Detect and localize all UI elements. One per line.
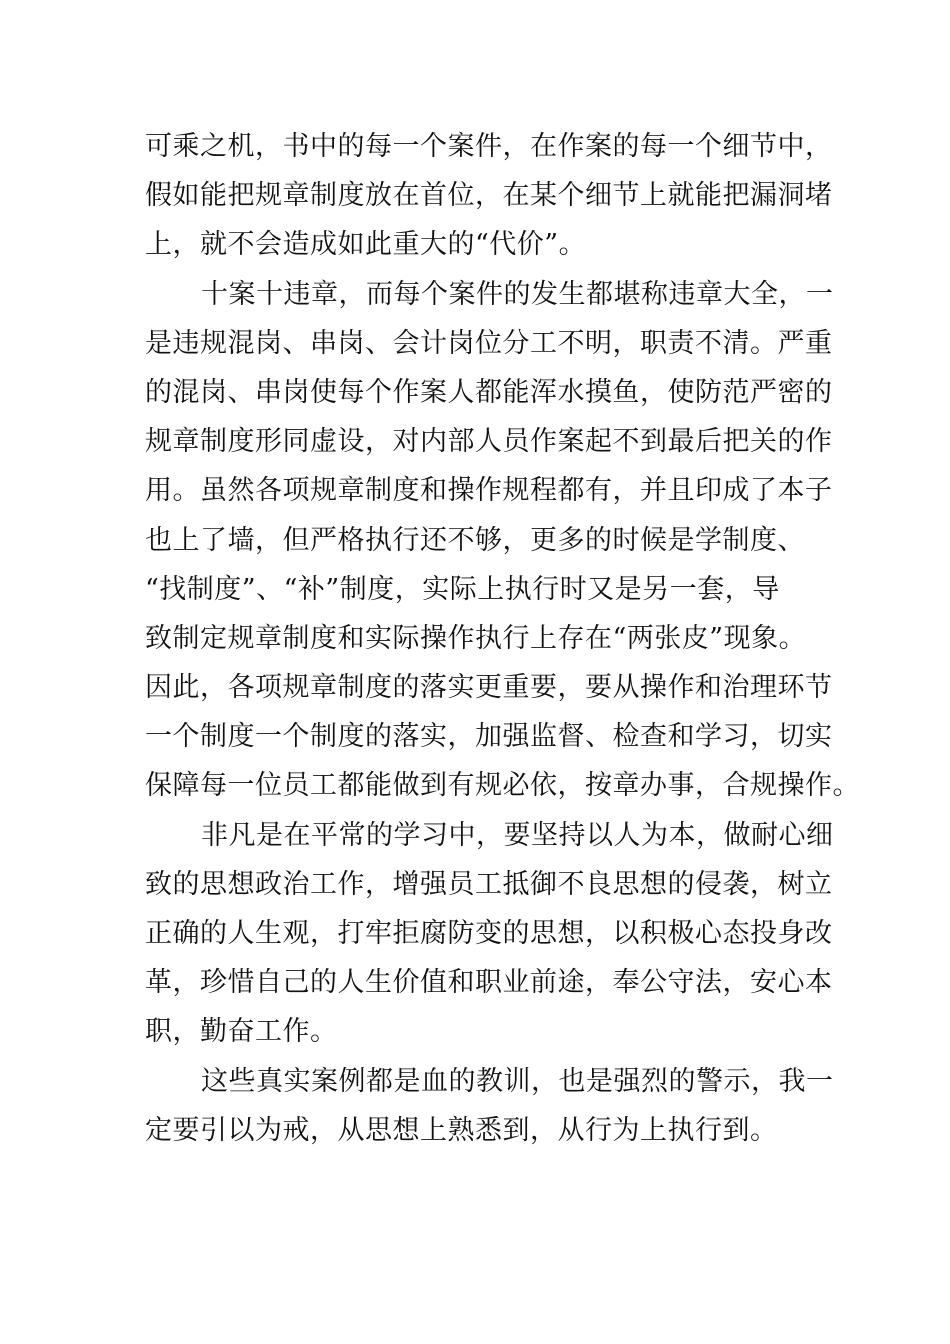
text-line: 的混岗、串岗使每个作案人都能浑水摸鱼，使防范严密的 bbox=[145, 376, 833, 408]
text-line: 用。虽然各项规章制度和操作规程都有，并且印成了本子 bbox=[145, 475, 833, 507]
text-line: 一个制度一个制度的落实，加强监督、检查和学习，切实 bbox=[145, 721, 833, 753]
text-line: 是违规混岗、串岗、会计岗位分工不明，职责不清。严重 bbox=[145, 327, 833, 359]
text-line: 致制定规章制度和实际操作执行上存在“两张皮”现象。 bbox=[145, 622, 807, 654]
text-line: 假如能把规章制度放在首位，在某个细节上就能把漏洞堵 bbox=[145, 180, 833, 212]
text-line: 上，就不会造成如此重大的“代价”。 bbox=[145, 229, 587, 261]
paragraph-first-line: 非凡是在平常的学习中，要坚持以人为本，做耐心细 bbox=[201, 819, 834, 851]
text-line: 正确的人生观，打牢拒腐防变的思想，以积极心态投身改 bbox=[145, 918, 833, 949]
paragraph-first-line: 十案十违章，而每个案件的发生都堪称违章大全，一 bbox=[201, 278, 834, 310]
text-line: 规章制度形同虚设，对内部人员作案起不到最后把关的作 bbox=[145, 426, 833, 458]
text-line: 致的思想政治工作，增强员工抵御不良思想的侵袭，树立 bbox=[145, 868, 833, 900]
text-line: 革，珍惜自己的人生价值和职业前途，奉公守法，安心本 bbox=[145, 967, 833, 999]
text-line: “找制度”、“补”制度，实际上执行时又是另一套，导 bbox=[145, 573, 780, 605]
paragraph-first-line: 这些真实案例都是血的教训，也是强烈的警示，我一 bbox=[201, 1065, 834, 1097]
text-line: 保障每一位员工都能做到有规必依，按章办事，合规操作。 bbox=[145, 770, 860, 802]
document-body bbox=[145, 122, 860, 1155]
text-line: 可乘之机，书中的每一个案件，在作案的每一个细节中， bbox=[145, 131, 833, 162]
text-line: 职，勤奋工作。 bbox=[145, 1016, 338, 1048]
text-line: 也上了墙，但严格执行还不够，更多的时候是学制度、 bbox=[145, 524, 805, 556]
text-line: 因此，各项规章制度的落实更重要，要从操作和治理环节 bbox=[145, 672, 833, 704]
text-line: 定要引以为戒，从思想上熟悉到，从行为上执行到。 bbox=[145, 1114, 778, 1146]
